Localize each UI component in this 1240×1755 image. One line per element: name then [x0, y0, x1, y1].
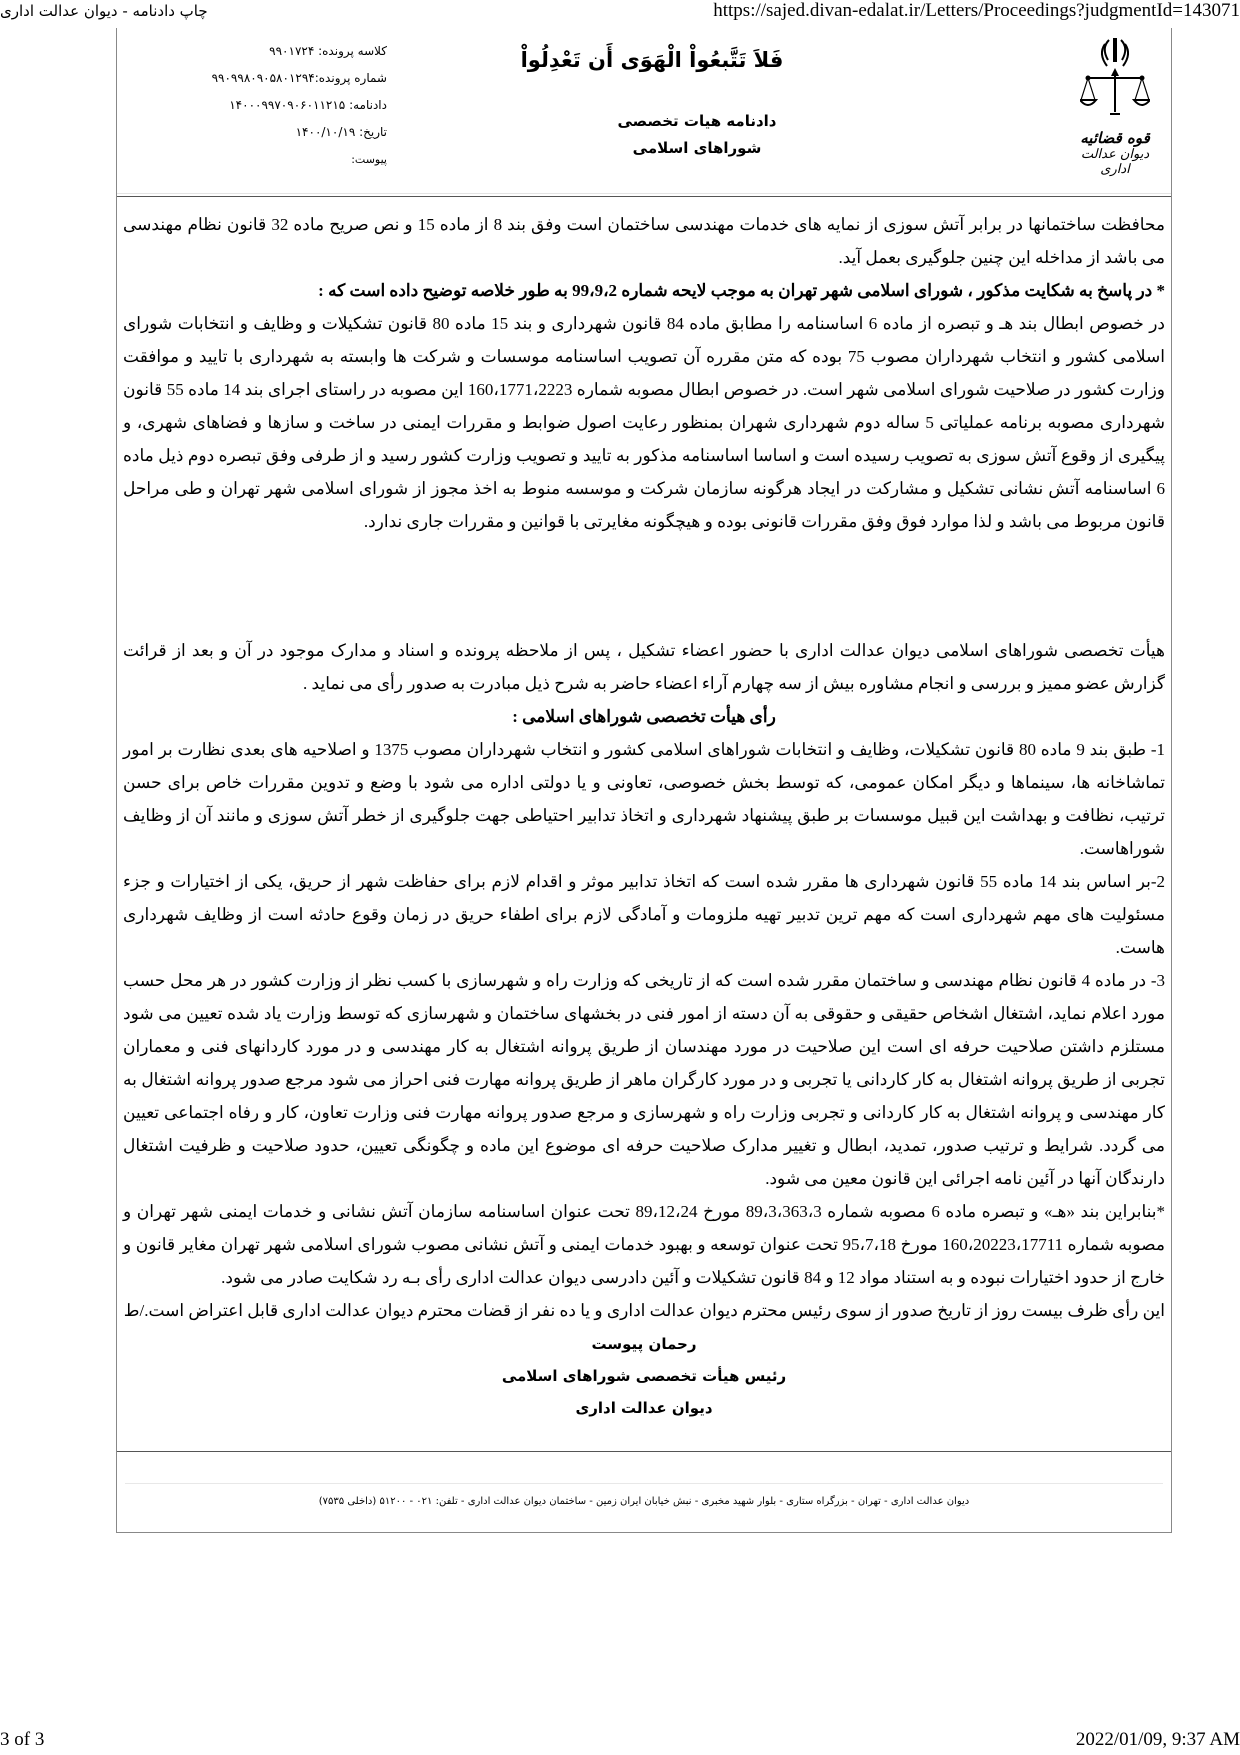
attachment-label: پیوست:	[351, 153, 387, 166]
paragraph-complaint-end: محافظت ساختمانها در برابر آتش سوزی از نمایه های خدمات مهندسی ساختمان است وفق بند 8 از ماده 15 و نص صریح ماده 32 قانون نظام مهندسی می باشد از مداخله این چنین جلوگیری بعمل آید.	[123, 215, 1165, 267]
print-timestamp: 2022/01/09, 9:37 AM	[1075, 1729, 1240, 1750]
document-header	[117, 28, 1171, 196]
verdict-heading: رأی هیأت تخصصی شوراهای اسلامی :	[512, 707, 776, 726]
judgment-number: دادنامه: ۱۴۰۰۰۹۹۷۰۹۰۶۰۱۱۲۱۵	[229, 98, 387, 112]
signatory-title: رئیس هیأت تخصصی شوراهای اسلامی	[501, 1367, 787, 1385]
footer-divider	[117, 1451, 1171, 1452]
paragraph-council-response: در خصوص ابطال بند هـ و تبصره از ماده 6 اساسنامه را مطابق ماده 84 قانون شهرداری و بند 15 ماده 80 قانون تشکیلات و وظایف و انتخابات شورای اسلامی کشور و انتخاب شهرداران مصوب 75 بوده که متن مقرره آن تصویب اساسنامه موسسات و شرکت ها وابسته به شهرداری با تایید و موافقت وزارت کشور در صلاحیت شورای اسلامی شهر است. در خصوص ابطال مصوبه شماره 160،1771،2223 این مصوبه در راستای اجرای بند 14 ماده 55 قانون شهرداری مصوبه برنامه عملیاتی 5 ساله دوم شهرداری شهران بمنظور رعایت اصول ضوابط و مقررات ایمنی در ساخت و سازها و فضاهای شهری، و پیگیری از وقوع آتش سوزی به تصویب رسیده است و اساسا اساسنامه مذکور به تایید و تصویب وزارت کشور رسید و از طرفی وفق تبصره دوم ذیل ماده 6 اساسنامه آتش نشانی تشکیل و مشارکت در ایجاد هرگونه سازمان شرکت و موسسه منوط به اخذ مجوز از شورای اسلامی شهر تهران و طی مراحل قانون مربوط می باشد و لذا موارد فوق وفق مقررات قانونی بوده و هیچگونه مغایرتی با قوانین و مقررات جاری ندارد.	[123, 314, 1165, 531]
court-brand-name: دیوان عدالت اداری	[1080, 147, 1150, 177]
judgment-body	[123, 208, 1165, 1327]
case-metadata	[187, 38, 387, 173]
print-page-url: https://sajed.divan-edalat.ir/Letters/Proceedings?judgmentId=143071	[713, 0, 1240, 21]
judgment-document	[116, 28, 1172, 1533]
verdict-item-2: 2-بر اساس بند 14 ماده 55 قانون شهرداری ها مقرر شده است که اتخاذ تدابیر موثر و اقدام لازم برای حفاظت شهر از حریق، یکی از اختیارات و جزء مسئولیت های مهم شهرداری است که مهم ترین تدبیر تهیه ملزومات و آمادگی لازم برای اطفاء حریق در زمان وقوع حادثه است از وظایف شهرداری هاست.	[123, 872, 1165, 957]
judgment-date: تاریخ: ۱۴۰۰/۱۰/۱۹	[295, 125, 387, 139]
title-line-2: شوراهای اسلامی	[632, 139, 762, 157]
signatory-organization: دیوان عدالت اداری	[575, 1399, 713, 1417]
blank-space	[123, 538, 1165, 634]
print-page-title: چاپ دادنامه - دیوان عدالت اداری	[0, 2, 208, 20]
case-class: کلاسه پرونده: ۹۹۰۱۷۲۴	[269, 44, 387, 58]
signatory-name: رحمان پیوست	[591, 1335, 697, 1353]
judiciary-logo	[1065, 34, 1165, 177]
judiciary-brand-name: قوه قضائیه	[1080, 129, 1150, 147]
footer-divider-light	[125, 1483, 1163, 1484]
appeal-notice: این رأی ظرف بیست روز از تاریخ صدور از سوی رئیس محترم دیوان عدالت اداری و یا ده نفر از قضات محترم دیوان عدالت اداری قابل اعتراض است./ط	[123, 1301, 1165, 1320]
verdict-item-1: 1- طبق بند 9 ماده 80 قانون تشکیلات، وظایف و انتخابات شوراهای اسلامی کشور و انتخاب شهرداران مصوب 1375 و اصلاحیه های بعدی نظارت بر امور تماشاخانه ها، سینماها و دیگر امکان عمومی، که توسط بخش خصوصی، تعاونی و یا دولتی اداره می شود با وضع و تدوین مقررات خاص برای حسن ترتیب، نظافت و بهداشت این قبیل موسسات بر طبق پیشنهاد شهرداری و اتخاذ تدابیر احتیاطی جهت جلوگیری از خطر آتش سوزی و مانند آن از وظایف شوراهاست.	[123, 740, 1165, 858]
header-divider-light	[117, 193, 1171, 194]
judiciary-emblem-scales-icon	[1080, 34, 1150, 122]
court-address: دیوان عدالت اداری - تهران - بزرگراه ستاری - بلوار شهید مخبری - نبش خیابان ایران زمین - ساختمان دیوان عدالت اداری - تلفن: ۰۲۱ - ۵۱۲۰۰ (داخلی ۷۵۳۵)	[318, 1496, 970, 1507]
paragraph-council-response-heading: * در پاسخ به شکایت مذکور ، شورای اسلامی شهر تهران به موجب لایحه شماره 99،9،2 به طور خلاصه توضیح داده است که :	[318, 281, 1165, 300]
document-title	[557, 108, 837, 162]
case-file-number: شماره پرونده:۹۹۰۹۹۸۰۹۰۵۸۰۱۲۹۴	[211, 71, 387, 85]
signature-block	[117, 1328, 1171, 1424]
verdict-item-3: 3- در ماده 4 قانون نظام مهندسی و ساختمان مقرر شده است که از تاریخی که وزارت راه و شهرسازی با کسب نظر از وزارت کشور در هر محل حسب مورد اعلام نماید، اشتغال اشخاص حقیقی و حقوقی به آن دسته از امور فنی در بخشهای ساختمان و شهرسازی که توسط وزارت یاد شده تعیین می شود مستلزم داشتن صلاحیت حرفه ای است این صلاحیت در مورد مهندسان از طریق پروانه اشتغال به کار مهندسی و در مورد کاردانهای فنی و معماران تجربی از طریق پروانه اشتغال به کار کاردانی یا تجربی و در مورد کارگران ماهر از طریق پروانه مهارت فنی احراز می شود مرجع صدور پروانه اشتغال به کار مهندسی و پروانه اشتغال به کار کاردانی و تجربی وزارت راه و شهرسازی و مرجع صدور پروانه مهارت فنی وزارت تعاون، کار و رفاه اجتماعی تعیین می گردد. شرایط و ترتیب صدور، تمدید، ابطال و تغییر مدارک صلاحیت حرفه ای موضوع این ماده و چگونگی تعیین، حدود صلاحیت و ظرفیت اشتغال دارندگان آنها در آئین نامه اجرائی این قانون معین می شود.	[123, 971, 1165, 1188]
quran-motto: فَلاَ تَتَّبعُواْ الْهَوَى أَن تَعْدِلُواْ	[520, 48, 784, 72]
print-page-count: 3 of 3	[0, 1729, 45, 1750]
paragraph-board-session: هیأت تخصصی شوراهای اسلامی دیوان عدالت اداری با حضور اعضاء تشکیل ، پس از ملاحظه پرونده و اسناد و مدارک موجود در آن و بعد از قرائت گزارش عضو ممیز و بررسی و انجام مشاوره بیش از سه چهارم آراء اعضاء حاضر به شرح ذیل مبادرت به صدور رأی می نماید .	[123, 641, 1165, 693]
verdict-conclusion: *بنابراین بند «هـ» و تبصره ماده 6 مصوبه شماره 89،3،363،3 مورخ 89،12،24 تحت عنوان اساسنامه سازمان آتش نشانی و خدمات ایمنی شهر تهران و مصوبه شماره 160،20223،17711 مورخ 95،7،18 تحت عنوان توسعه و بهبود خدمات ایمنی و آتش نشانی مصوب شورای اسلامی شهر تهران مغایر قانون و خارج از حدود اختیارات نبوده و به استناد مواد 12 و 84 قانون تشکیلات و آئین دادرسی دیوان عدالت اداری رأی بـه رد شکایت صادر می شود.	[123, 1202, 1166, 1287]
header-divider	[117, 196, 1171, 197]
title-line-1: دادنامه هیات تخصصی	[617, 112, 777, 130]
